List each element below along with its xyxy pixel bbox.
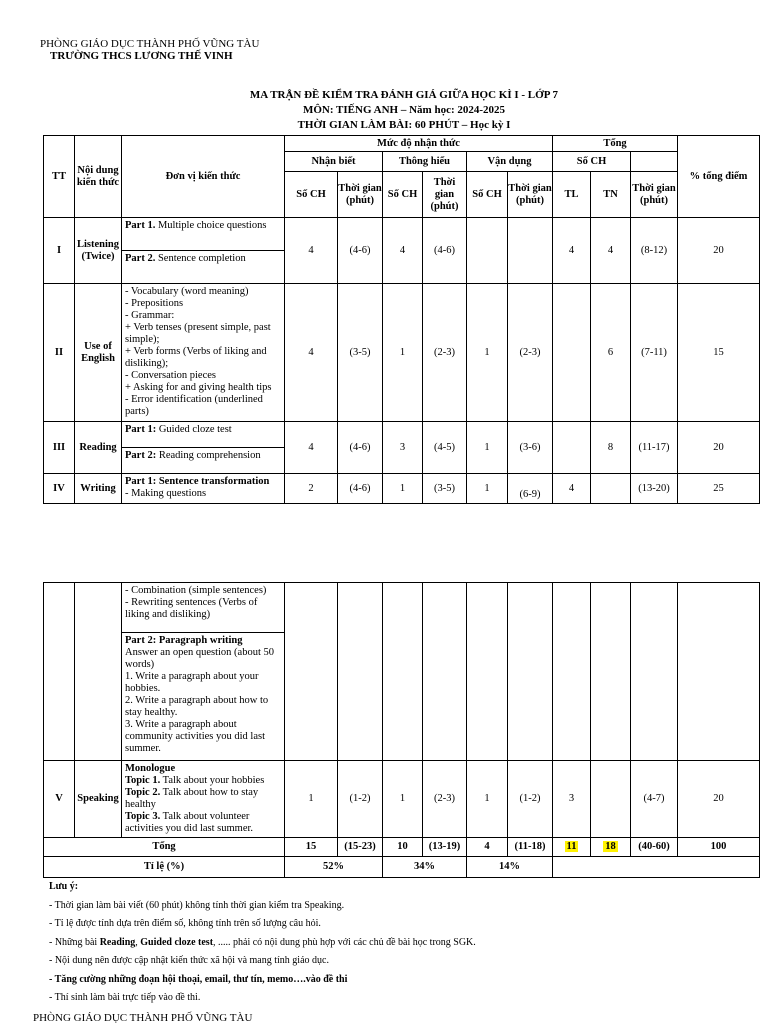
row-5-topic-1-text: Talk about your hobbies [160, 775, 265, 786]
row-5-topic-3-text: Talk about volunteer activities you did last summer. [125, 811, 254, 834]
row-5-topic: Speaking [75, 761, 122, 838]
row-5-topic-3-label: Topic 3. [125, 811, 161, 822]
matrix-table-part-1 [43, 135, 760, 504]
row-5-nb-tg: (1-2) [338, 761, 383, 838]
note-3-d: Guided cloze test [140, 936, 214, 948]
row-4-cont-cell [591, 583, 631, 761]
row-4-cont-cell [553, 583, 591, 761]
row-4-cont-topic [75, 583, 122, 761]
row-5-vd-ch: 1 [467, 761, 508, 838]
row-3-part-2 [122, 448, 285, 474]
row-4-tl: 4 [553, 474, 591, 504]
row-4-nb-ch: 2 [285, 474, 338, 504]
row-1-vd-tg [508, 218, 553, 284]
row-2-topic: Use of English [75, 284, 122, 422]
header-vd-so-ch: Số CH [467, 172, 508, 218]
row-1-tt: I [44, 218, 75, 284]
row-5-heading: Monologue [125, 763, 176, 774]
department-name: PHÒNG GIÁO DỤC THÀNH PHỐ VŨNG TÀU [40, 38, 260, 50]
header-nhan-biet: Nhận biết [285, 152, 383, 172]
ratio-th: 34% [383, 857, 467, 878]
total-tn: 18 [605, 841, 616, 852]
row-1-nb-ch: 4 [285, 218, 338, 284]
row-4-cont-cell [467, 583, 508, 761]
row-2-line: - Grammar: [125, 310, 175, 321]
row-4-cont-cell [678, 583, 760, 761]
row-3-tg: (11-17) [631, 422, 678, 474]
row-4-part-2 [122, 633, 285, 761]
row-2-pct: 15 [678, 284, 760, 422]
row-5-vd-tg: (1-2) [508, 761, 553, 838]
total-vd-ch: 4 [467, 838, 508, 857]
row-4-cont-content [122, 583, 285, 633]
total-nb-ch: 15 [285, 838, 338, 857]
header-thong-hieu: Thông hiểu [383, 152, 467, 172]
row-5-tt: V [44, 761, 75, 838]
total-nb-tg: (15-23) [338, 838, 383, 857]
note-3-b: Reading [99, 936, 136, 948]
ratio-label: Tỉ lệ (%) [44, 857, 285, 878]
total-tl-cell [553, 838, 591, 857]
row-1-tg: (8-12) [631, 218, 678, 284]
row-3-tn: 8 [591, 422, 631, 474]
row-2-tt: II [44, 284, 75, 422]
total-vd-tg: (11-18) [508, 838, 553, 857]
header-th-thoi-gian: Thời gian (phút) [423, 172, 467, 218]
row-2-th-ch: 1 [383, 284, 423, 422]
row-1-part-1-label: Part 1. [125, 220, 156, 231]
row-5-nb-ch: 1 [285, 761, 338, 838]
row-4-part-2-line: 3. Write a paragraph about community activities you did last summer. [125, 719, 265, 754]
row-3-pct: 20 [678, 422, 760, 474]
row-2-line: + Verb tenses (present simple, past simple); [125, 322, 271, 345]
header-van-dung: Vận dụng [467, 152, 553, 172]
row-4-th-ch: 1 [383, 474, 423, 504]
total-label: Tổng [44, 838, 285, 857]
row-4-nb-tg: (4-6) [338, 474, 383, 504]
row-2-line: + Verb forms (Verbs of liking and disliking); [125, 346, 267, 369]
row-2-nb-ch: 4 [285, 284, 338, 422]
note-3-e: , ..... phải có nội dung phù hợp với các chủ đề bài học trong SGK. [213, 936, 476, 948]
row-2-nb-tg: (3-5) [338, 284, 383, 422]
header-nb-thoi-gian: Thời gian (phút) [338, 172, 383, 218]
row-4-vd-tg: (6-9) [508, 474, 553, 504]
header-muc-do: Mức độ nhận thức [285, 136, 553, 152]
row-4-topic: Writing [75, 474, 122, 504]
note-2: - Tỉ lệ được tính dựa trên điểm số, không tính trên số lượng câu hỏi. [49, 918, 321, 929]
header-tong: Tổng [553, 136, 678, 152]
row-1-nb-tg: (4-6) [338, 218, 383, 284]
ratio-empty [553, 857, 760, 878]
row-5-topic-1 [125, 775, 281, 787]
notes-title: Lưu ý: [49, 881, 79, 892]
row-2-vd-tg: (2-3) [508, 284, 553, 422]
row-2-th-tg: (2-3) [423, 284, 467, 422]
row-4-cont-cell [383, 583, 423, 761]
title-line-2: MÔN: TIẾNG ANH – Năm học: 2024-2025 [302, 104, 506, 116]
document-titles [0, 88, 768, 133]
row-3-part-1 [122, 422, 285, 448]
header-empty [631, 152, 678, 172]
row-5-tn [591, 761, 631, 838]
row-3-part-1-label: Part 1: [125, 424, 157, 435]
note-4: - Nội dung nên được cập nhật kiến thức xã hội và mang tính giáo dục. [49, 955, 329, 966]
row-1-tn: 4 [591, 218, 631, 284]
matrix-table-part-2 [43, 582, 760, 878]
row-2-line: + Asking for and giving health tips [125, 382, 272, 393]
row-1-part-2 [122, 251, 285, 284]
row-1-th-ch: 4 [383, 218, 423, 284]
note-3-a: - Những bài [49, 936, 100, 948]
row-4-cont-cell [285, 583, 338, 761]
row-3-part-2-text: Reading comprehension [156, 450, 261, 461]
row-5-topic-1-label: Topic 1. [125, 775, 161, 786]
row-3-vd-ch: 1 [467, 422, 508, 474]
header-tn: TN [591, 172, 631, 218]
row-4-cont-cell [338, 583, 383, 761]
ratio-nb: 52% [285, 857, 383, 878]
row-3-th-tg: (4-5) [423, 422, 467, 474]
header-vd-thoi-gian: Thời gian (phút) [508, 172, 553, 218]
row-2-line: - Error identification (underlined parts) [125, 394, 263, 417]
header-don-vi: Đơn vị kiến thức [122, 136, 285, 218]
row-2-tn: 6 [591, 284, 631, 422]
row-1-vd-ch [467, 218, 508, 284]
row-3-th-ch: 3 [383, 422, 423, 474]
ratio-vd: 14% [467, 857, 553, 878]
row-2-vd-ch: 1 [467, 284, 508, 422]
row-4-tn [591, 474, 631, 504]
note-5: - Tăng cường những đoạn hội thoại, email, thư tín, memo….vào đề thi [49, 973, 348, 985]
header-th-so-ch: Số CH [383, 172, 423, 218]
row-5-tl: 3 [553, 761, 591, 838]
header-nb-so-ch: Số CH [285, 172, 338, 218]
header-tt: TT [44, 136, 75, 218]
header-so-ch-group: Số CH [553, 152, 631, 172]
title-line-3: THỜI GIAN LÀM BÀI: 60 PHÚT – Học kỳ I [297, 119, 511, 131]
note-3 [49, 934, 476, 953]
row-5-th-tg: (2-3) [423, 761, 467, 838]
row-4-part-2-line: 2. Write a paragraph about how to stay healthy. [125, 695, 269, 718]
header-tl: TL [553, 172, 591, 218]
row-4-tt: IV [44, 474, 75, 504]
footer-department: PHÒNG GIÁO DỤC THÀNH PHỐ VŨNG TÀU [33, 1012, 253, 1024]
row-1-part-2-text: Sentence completion [155, 253, 246, 264]
row-4-cont-tt [44, 583, 75, 761]
row-3-part-2-label: Part 2: [125, 450, 157, 461]
row-4-part-2-line: Answer an open question (about 50 words) [125, 647, 275, 670]
row-5-topic-2 [125, 787, 281, 811]
total-tg: (40-60) [631, 838, 678, 857]
row-5-topic-2-label: Topic 2. [125, 787, 161, 798]
row-3-part-1-text: Guided cloze test [156, 424, 232, 435]
row-3-topic: Reading [75, 422, 122, 474]
row-1-tl: 4 [553, 218, 591, 284]
header-pct-tong: % tổng điểm [678, 136, 760, 218]
row-2-line: - Conversation pieces [125, 370, 216, 381]
row-4-cont-cell [508, 583, 553, 761]
total-pct: 100 [678, 838, 760, 857]
notes [49, 878, 476, 1008]
row-5-content [122, 761, 285, 838]
total-tl: 11 [566, 841, 577, 852]
row-4-th-tg: (3-5) [423, 474, 467, 504]
total-th-tg: (13-19) [423, 838, 467, 857]
row-4-cont-line: - Combination (simple sentences) [125, 585, 267, 596]
row-3-nb-ch: 4 [285, 422, 338, 474]
row-5-th-ch: 1 [383, 761, 423, 838]
row-3-vd-tg: (3-6) [508, 422, 553, 474]
school-name: TRƯỜNG THCS LƯƠNG THẾ VINH [50, 50, 233, 62]
row-4-cont-cell [631, 583, 678, 761]
row-2-content [122, 284, 285, 422]
row-2-tg: (7-11) [631, 284, 678, 422]
row-5-tg: (4-7) [631, 761, 678, 838]
row-2-tl [553, 284, 591, 422]
row-4-tg: (13-20) [631, 474, 678, 504]
title-line-1: MA TRẬN ĐỀ KIỂM TRA ĐÁNH GIÁ GIỮA HỌC KÌ I - LỚP 7 [249, 89, 559, 101]
row-1-th-tg: (4-6) [423, 218, 467, 284]
total-tn-cell [591, 838, 631, 857]
row-4-part-1-label: Part 1: Sentence transformation [125, 476, 270, 487]
row-4-vd-ch: 1 [467, 474, 508, 504]
row-5-topic-2-text: Talk about how to stay healthy [125, 787, 259, 810]
row-3-tl [553, 422, 591, 474]
row-4-content [122, 474, 285, 504]
row-4-part-2-line: 1. Write a paragraph about your hobbies. [125, 671, 259, 694]
row-4-part-2-label: Part 2: Paragraph writing [125, 635, 243, 646]
row-4-pct: 25 [678, 474, 760, 504]
note-1: - Thời gian làm bài viết (60 phút) không tính thời gian kiểm tra Speaking. [49, 899, 345, 911]
row-5-pct: 20 [678, 761, 760, 838]
header-noi-dung: Nội dung kiến thức [75, 136, 122, 218]
row-1-part-2-label: Part 2. [125, 253, 156, 264]
row-1-part-1-text: Multiple choice questions [155, 220, 267, 231]
row-2-line: - Prepositions [125, 298, 184, 309]
row-1-pct: 20 [678, 218, 760, 284]
total-th-ch: 10 [383, 838, 423, 857]
row-2-line: - Vocabulary (word meaning) [125, 286, 249, 297]
row-4-part-1-text: - Making questions [125, 488, 207, 499]
row-1-part-1 [122, 218, 285, 251]
header-tong-thoi-gian: Thời gian (phút) [631, 172, 678, 218]
row-1-topic: Listening (Twice) [75, 218, 122, 284]
row-4-cont-cell [423, 583, 467, 761]
row-3-tt: III [44, 422, 75, 474]
note-6: - Thí sinh làm bài trực tiếp vào đề thi. [49, 992, 201, 1003]
row-5-topic-3 [125, 811, 281, 835]
note-3-c: , [135, 936, 141, 948]
row-3-nb-tg: (4-6) [338, 422, 383, 474]
row-4-cont-line: - Rewriting sentences (Verbs of liking and disliking) [125, 597, 258, 620]
